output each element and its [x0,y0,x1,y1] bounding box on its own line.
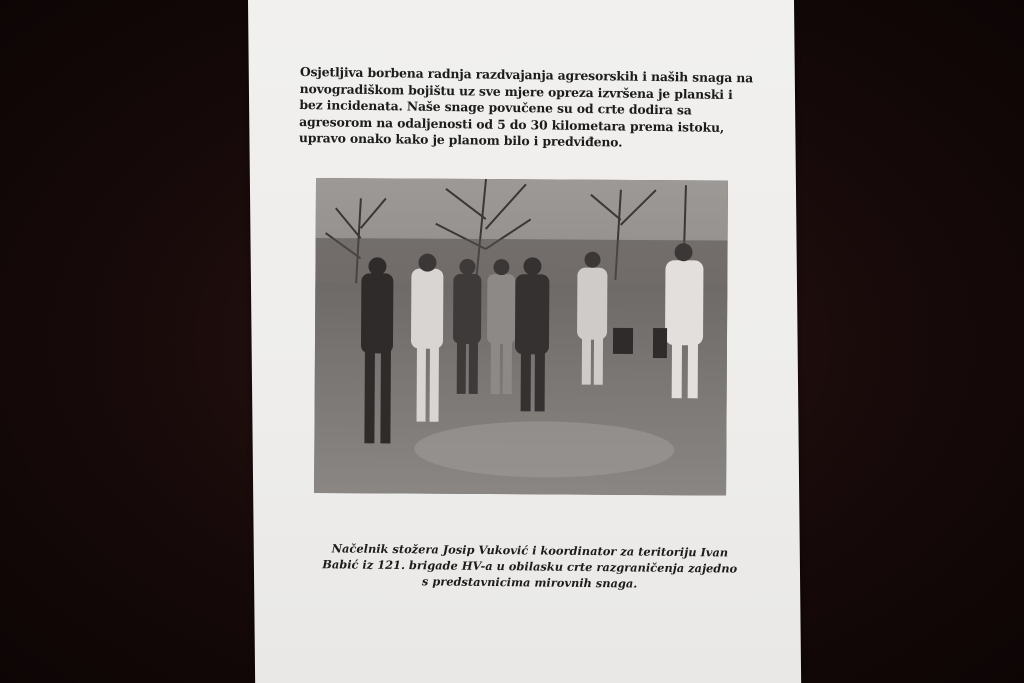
caption-line: s predstavnicima mirovnih snaga. [421,574,638,591]
historical-photo [314,178,728,496]
paragraph-line: agresorom na odaljenosti od 5 do 30 kilometara prema istoku, [299,113,725,135]
caption-line: Načelnik stožera Josip Vuković i koordinator za teritoriju Ivan [331,541,729,560]
photo-caption [299,540,759,593]
paragraph-line: upravo onako kako je planom bilo i predviđeno. [298,130,623,150]
caption-line: Babić iz 121. brigade HV-a u obilasku crte razgraničenja zajedno [322,557,738,576]
paragraph-line: Osjetljiva borbena radnja razdvajanja agresorskih i naših snaga na [299,64,754,86]
photo-illustration [314,178,728,496]
paragraph-line: bez incidenata. Naše snage povučene su od crte dodira sa [299,97,692,118]
slide-paragraph [298,64,754,153]
paragraph-line: novogradiškom bojištu uz sve mjere opreza izvršena je planski i [299,80,733,102]
